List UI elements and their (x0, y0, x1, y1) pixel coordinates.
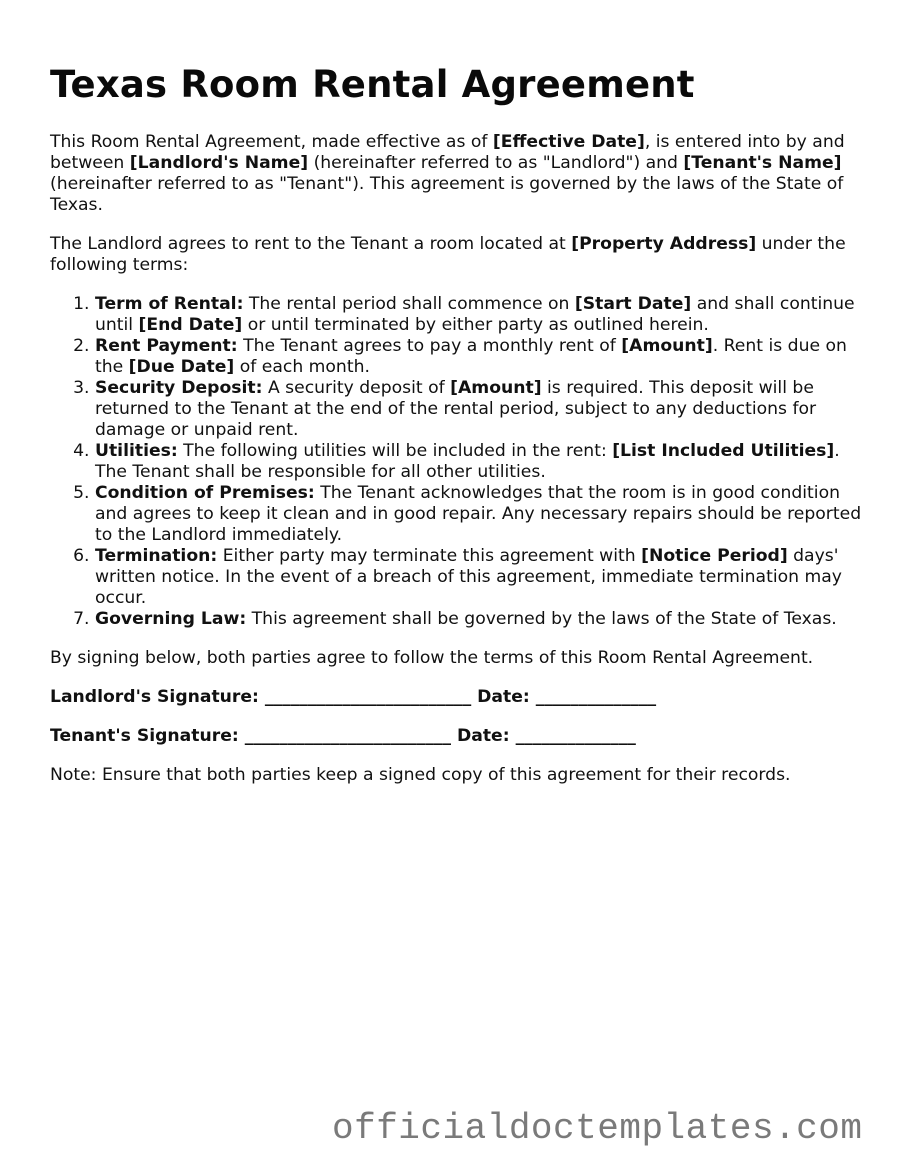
deposit-amount-placeholder: [Amount] (450, 378, 542, 398)
term-label: Utilities: (95, 441, 178, 461)
notice-period-placeholder: [Notice Period] (641, 546, 788, 566)
term-text: This agreement shall be governed by the laws of the State of Texas. (246, 609, 837, 629)
term-label: Rent Payment: (95, 336, 238, 356)
intro-text: (hereinafter referred to as "Tenant"). This agreement is governed by the laws of the State of Texas. (50, 174, 844, 215)
terms-list (50, 294, 870, 630)
document-title: Texas Room Rental Agreement (50, 63, 695, 106)
term-label: Security Deposit: (95, 378, 263, 398)
term-text: days' written notice. In the event of a breach of this agreement, immediate termination may occur. (95, 546, 842, 608)
intro-text: This Room Rental Agreement, made effective as of (50, 132, 493, 152)
landlord-date-label: Date: (471, 687, 536, 707)
term-text: The Tenant agrees to pay a monthly rent of (237, 336, 622, 356)
term-label: Termination: (95, 546, 218, 566)
landlord-signature-field[interactable]: ________________________ (264, 687, 472, 707)
term-label: Term of Rental: (95, 294, 244, 314)
term-rent-payment (95, 336, 870, 378)
term-text: and shall continue until (95, 294, 855, 335)
property-paragraph (50, 234, 870, 276)
property-text: under the following terms: (50, 234, 846, 275)
landlord-signature-label: Landlord's Signature: (50, 687, 265, 707)
end-date-placeholder: [End Date] (138, 315, 243, 335)
intro-text: , is entered into by and between (50, 132, 845, 173)
term-governing-law (95, 609, 870, 630)
term-label: Governing Law: (95, 609, 247, 629)
term-condition-of-premises (95, 483, 870, 546)
tenant-date-field[interactable]: ______________ (515, 726, 636, 746)
term-termination (95, 546, 870, 609)
term-text: . Rent is due on the (95, 336, 847, 377)
note-paragraph: Note: Ensure that both parties keep a signed copy of this agreement for their records. (50, 765, 791, 785)
due-date-placeholder: [Due Date] (128, 357, 235, 377)
tenant-name-placeholder: [Tenant's Name] (683, 153, 842, 173)
landlord-signature-line (50, 687, 870, 708)
term-text: A security deposit of (262, 378, 451, 398)
rent-amount-placeholder: [Amount] (621, 336, 713, 356)
landlord-date-field[interactable]: ______________ (535, 687, 657, 707)
term-utilities (95, 441, 870, 483)
start-date-placeholder: [Start Date] (574, 294, 692, 314)
effective-date-placeholder: [Effective Date] (492, 132, 645, 152)
property-address-placeholder: [Property Address] (571, 234, 757, 254)
term-text: is required. This deposit will be returned to the Tenant at the end of the rental period, subject to any deductions for damage or unpaid rent. (95, 378, 817, 440)
term-text: The following utilities will be included in the rent: (177, 441, 613, 461)
tenant-date-label: Date: (450, 726, 516, 746)
tenant-signature-line (50, 726, 870, 747)
tenant-signature-field[interactable]: ________________________ (244, 726, 451, 746)
term-text: . The Tenant shall be responsible for all other utilities. (95, 441, 840, 482)
term-text: Either party may terminate this agreement with (217, 546, 642, 566)
property-text: The Landlord agrees to rent to the Tenant a room located at (50, 234, 572, 254)
watermark: officialdoctemplates.com (332, 1108, 863, 1149)
term-label: Condition of Premises: (95, 483, 315, 503)
landlord-name-placeholder: [Landlord's Name] (129, 153, 309, 173)
term-text: or until terminated by either party as outlined herein. (242, 315, 709, 335)
term-security-deposit (95, 378, 870, 441)
intro-paragraph (50, 132, 870, 216)
term-text: of each month. (234, 357, 370, 377)
utilities-placeholder: [List Included Utilities] (612, 441, 835, 461)
closing-paragraph: By signing below, both parties agree to follow the terms of this Room Rental Agreement. (50, 648, 814, 668)
term-rental-period (95, 294, 870, 336)
tenant-signature-label: Tenant's Signature: (50, 726, 245, 746)
intro-text: (hereinafter referred to as "Landlord") and (308, 153, 684, 173)
term-text: The Tenant acknowledges that the room is in good condition and agrees to keep it clean and in good repair. Any necessary repairs should be reported to the Landlord immediately. (95, 483, 862, 545)
term-text: The rental period shall commence on (243, 294, 575, 314)
document-page (50, 62, 870, 786)
